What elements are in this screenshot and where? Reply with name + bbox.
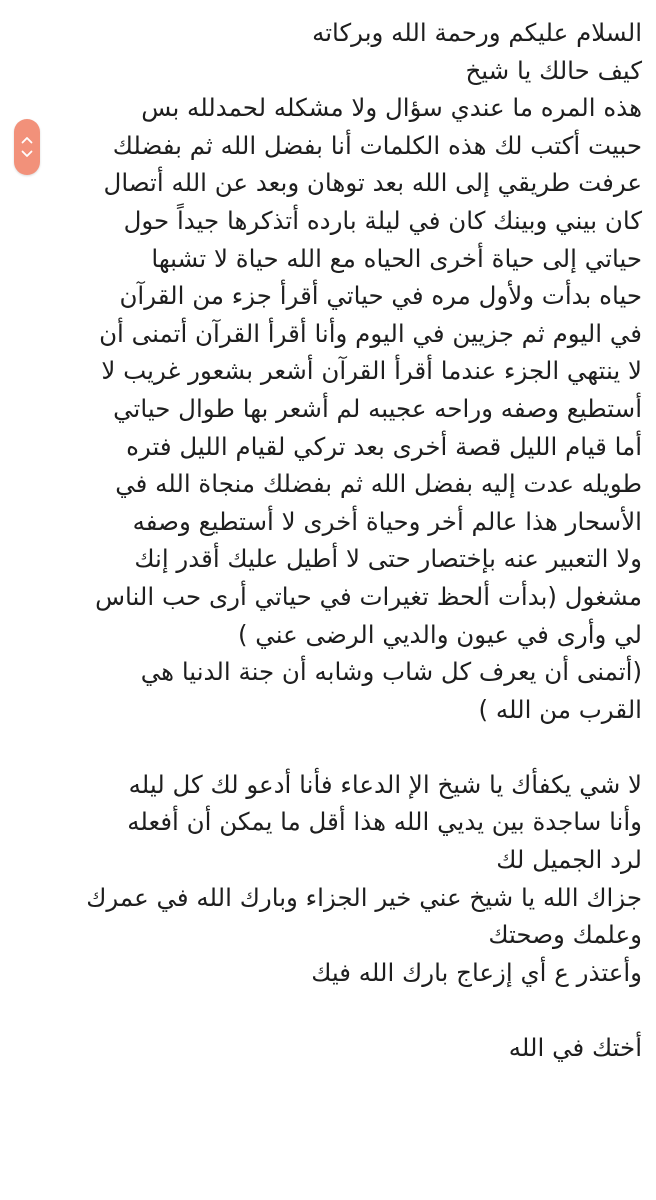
message-line: أستطيع وصفه وراحه عجيبه لم أشعر بها طوال حياتي	[113, 393, 642, 423]
message-line: جزاك الله يا شيخ عني خير الجزاء وبارك الله في عمرك	[86, 882, 642, 912]
message-line: الأسحار هذا عالم أخر وحياة أخرى لا أستطيع وصفه	[132, 506, 642, 536]
message-line: كان بيني وبينك كان في ليلة بارده أتذكرها جيداً حول	[123, 205, 642, 235]
message-line: لا شي يكفأك يا شيخ الإ الدعاء فأنا أدعو لك كل ليله	[128, 769, 642, 799]
chevron-up-icon[interactable]	[21, 136, 33, 144]
chevron-down-icon[interactable]	[21, 150, 33, 158]
message-line: حياه بدأت ولأول مره في حياتي أقرأ جزء من القرآن	[119, 281, 642, 311]
message-line: أما قيام الليل قصة أخرى بعد تركي لقيام الليل فتره	[126, 431, 642, 461]
message-line: (أتمنى أن يعرف كل شاب وشابه أن جنة الدنيا هي	[140, 657, 642, 687]
message-line: مشغول (بدأت ألحظ تغيرات في حياتي أرى حب الناس	[95, 581, 642, 611]
message-line: ولا التعبير عنه بإختصار حتى لا أطيل عليك أقدر إنك	[134, 544, 642, 574]
message-line: وأنا ساجدة بين يديي الله هذا أقل ما يمكن أن أفعله	[127, 807, 642, 837]
scroll-control[interactable]	[14, 119, 40, 175]
message-line: القرب من الله )	[478, 694, 642, 724]
message-line: السلام عليكم ورحمة الله وبركاته	[312, 18, 642, 47]
message-line: لرد الجميل لك	[496, 845, 642, 875]
blank-line	[14, 728, 642, 766]
message-line: حبيت أكتب لك هذه الكلمات أنا بفضل الله ثم بفضلك	[112, 130, 642, 160]
message-line: في اليوم ثم جزيين في اليوم وأنا أقرأ القرآن أتمنى أن	[99, 318, 642, 348]
message-line: عرفت طريقي إلى الله بعد توهان وبعد عن الله أتصال	[103, 168, 642, 198]
message-signature: أختك في الله	[508, 1033, 642, 1063]
message-line: كيف حالك يا شيخ	[465, 55, 642, 85]
message-line: وعلمك وصحتك	[488, 920, 642, 950]
message-line: هذه المره ما عندي سؤال ولا مشكله لحمدلله بس	[141, 93, 642, 123]
message-line: حياتي إلى حياة أخرى الحياه مع الله حياة لا تشبها	[151, 243, 642, 273]
message-body	[14, 14, 642, 1067]
message-line: لا ينتهي الجزء عندما أقرأ القرآن أشعر بشعور غريب لا	[101, 356, 642, 386]
blank-line	[14, 991, 642, 1029]
message-line: لي وأرى في عيون والديي الرضى عني )	[237, 619, 642, 649]
message-line: طويله عدت إليه بفضل الله ثم بفضلك منجاة الله في	[115, 469, 642, 499]
message-line: وأعتذر ع أي إزعاج بارك الله فيك	[311, 957, 642, 987]
